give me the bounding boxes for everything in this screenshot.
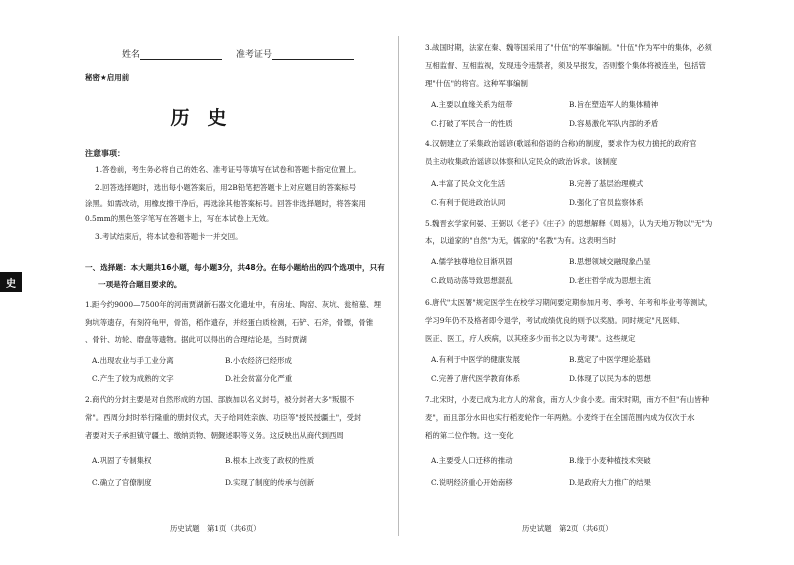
q2-option-b: B.根本上改变了政权的性质 (225, 456, 315, 465)
question-1-line: 狗坑等遗存，有刻符龟甲，骨笛，稻作遗存，并经蛋白质检测，石铲、石斧，骨镖，骨锥 (85, 318, 374, 327)
question-7-line: 麦"，而且部分水田也实行稻麦轮作一年两熟。小麦终于在全国范围内成为仅次于水 (425, 413, 695, 422)
right-page (397, 0, 794, 565)
question-4-line: 员主动收集政治谣谚以体察和认定民众的政治诉求。该制度 (425, 157, 618, 166)
question-7-line: 稻的第二位作物。这一变化 (425, 431, 514, 440)
question-3-line: 理"什伍"的将官。这种军事编制 (425, 79, 528, 88)
question-2-line: 2.商代的分封主要是对自然形成的方国、部族加以名义封号，被分封者大多"叛服不 (85, 395, 355, 404)
section-heading: 一、选择题：本大题共16小题，每小题3分，共48分。在每小题给出的四个选项中，只有 (85, 263, 385, 272)
q7-option-d: D.是政府大力推广的结果 (569, 478, 651, 487)
question-2-line: 者要对天子承担镇守疆土、缴纳贡物、朝觐述职等义务。这反映出从商代到西周 (85, 431, 344, 440)
note-line: 0.5mm的黑色签字笔写在答题卡上，写在本试卷上无效。 (85, 214, 274, 223)
question-5-line: 5.魏晋玄学家何晏、王弼以《老子》《庄子》的思想解释《周易》，认为天地万物以"无"为 (425, 219, 713, 228)
q1-option-a: A.出现农业与手工业分离 (92, 356, 174, 365)
q1-option-d: D.社会贫富分化严重 (225, 374, 293, 383)
q5-option-d: D.老庄哲学成为思想主流 (569, 276, 651, 285)
q2-option-d: D.实现了制度的传承与创新 (225, 478, 315, 487)
question-1-line: 1.距今约9000—7500年的河南贾湖新石器文化遗址中，有房址、陶窑、灰坑、瓮棺墓、埋 (85, 300, 381, 309)
question-5-line: 本，以道家的"自然"为无，儒家的"名教"为有。这表明当时 (425, 236, 616, 245)
q7-option-c: C.说明经济重心开始南移 (431, 478, 513, 487)
section-heading-cont: 一项是符合题目要求的。 (98, 280, 182, 289)
q5-option-c: C.政局动荡导致思想混乱 (431, 276, 513, 285)
q3-option-a: A.主要以血缘关系为纽带 (431, 100, 513, 109)
subject-tab: 史 (0, 272, 22, 292)
q6-option-c: C.完善了唐代医学教育体系 (431, 374, 521, 383)
q7-option-b: B.缘于小麦种植技术突破 (569, 456, 651, 465)
q3-option-d: D.容易激化军队内部的矛盾 (569, 119, 659, 128)
secret-mark: 秘密★启用前 (85, 73, 130, 82)
q2-option-c: C.确立了官僚制度 (92, 478, 152, 487)
q5-option-a: A.儒学独尊地位目渐巩固 (431, 257, 513, 266)
q6-option-a: A.有利于中医学的健康发展 (431, 355, 520, 364)
q2-option-a: A.巩固了专制集权 (92, 456, 152, 465)
candidate-info-line (122, 47, 354, 60)
question-3-line: 3.战国时期，法家在秦、魏等国采用了"什伍"的军事编制。"什伍"作为军中的集体，必须 (425, 43, 712, 52)
question-7-line: 7.北宋时，小麦已成为北方人的常食，南方人少食小麦。南宋时期，南方不但"有山皆种 (425, 395, 709, 404)
note-line: 涂黑。如需改动，用橡皮擦干净后，再选涂其他答案标号。回答非选择题时，将答案用 (85, 199, 366, 208)
q3-option-b: B.旨在塑造军人的集体精神 (569, 100, 659, 109)
page-footer-right: 历史试题 第2页（共6页） (522, 524, 613, 533)
question-6-line: 医正、医工，疗人疾病，以其痊多少而书之以为考课"。这些规定 (425, 334, 636, 343)
note-line: 3.考试结束后，将本试卷和答题卡一并交回。 (95, 232, 243, 241)
question-3-line: 互相监督、互相监视，发现违令违禁者，须及早报发，否则整个集体将被连坐，包括管 (425, 61, 706, 70)
q1-option-b: B.小农经济已经形成 (225, 356, 292, 365)
q6-option-b: B.奠定了中医学理论基础 (569, 355, 651, 364)
question-6-line: 学习9年仍不及格者即令退学，考试成绩优良的则予以奖励。同时规定"凡医师、 (425, 316, 685, 325)
question-1-line: 、骨针、坊轮、磨盘等遗物。据此可以得出的合理结论是，当时贾湖 (85, 335, 307, 344)
notes-heading: 注意事项： (85, 149, 125, 158)
q4-option-d: D.强化了官员监察体系 (569, 198, 644, 207)
q7-option-a: A.主要受人口迁移的推动 (431, 456, 513, 465)
q4-option-b: B.完善了基层治理模式 (569, 179, 644, 188)
exam-number-label: 准考证号 (236, 50, 273, 60)
exam-number-blank (272, 50, 354, 60)
name-blank (140, 50, 222, 60)
q6-option-d: D.体现了以民为本的思想 (569, 374, 651, 383)
page-title: 历史 (170, 107, 245, 129)
question-4-line: 4.汉朝建立了采集政治谣谚(歌谣和俗语的合称)的制度，要求作为权力掮托的政府官 (425, 139, 697, 148)
note-line: 1.答卷前，考生务必将自己的姓名、准考证号等填写在试卷和答题卡指定位置上。 (95, 165, 361, 174)
note-line: 2.回答选择题时，选出每小题答案后，用2B铅笔把答题卡上对应题目的答案标号 (95, 183, 357, 192)
q3-option-c: C.打破了军民合一的性质 (431, 119, 513, 128)
question-6-line: 6.唐代"太医署"规定医学生在校学习期间要定期参加月考、季考、年考和毕业考等测试， (425, 298, 713, 307)
q4-option-c: C.有利于促进政治认同 (431, 198, 506, 207)
q4-option-a: A.丰富了民众文化生活 (431, 179, 506, 188)
page-footer-left: 历史试题 第1页（共6页） (170, 524, 261, 533)
question-2-line: 常"。西周分封时举行隆重的册封仪式，天子给同姓亲族、功臣等"授民授疆土"，受封 (85, 413, 362, 422)
q1-option-c: C.产生了较为成熟的文字 (92, 374, 174, 383)
name-label: 姓名 (122, 50, 141, 60)
q5-option-b: B.思想领域交融现象凸显 (569, 257, 651, 266)
